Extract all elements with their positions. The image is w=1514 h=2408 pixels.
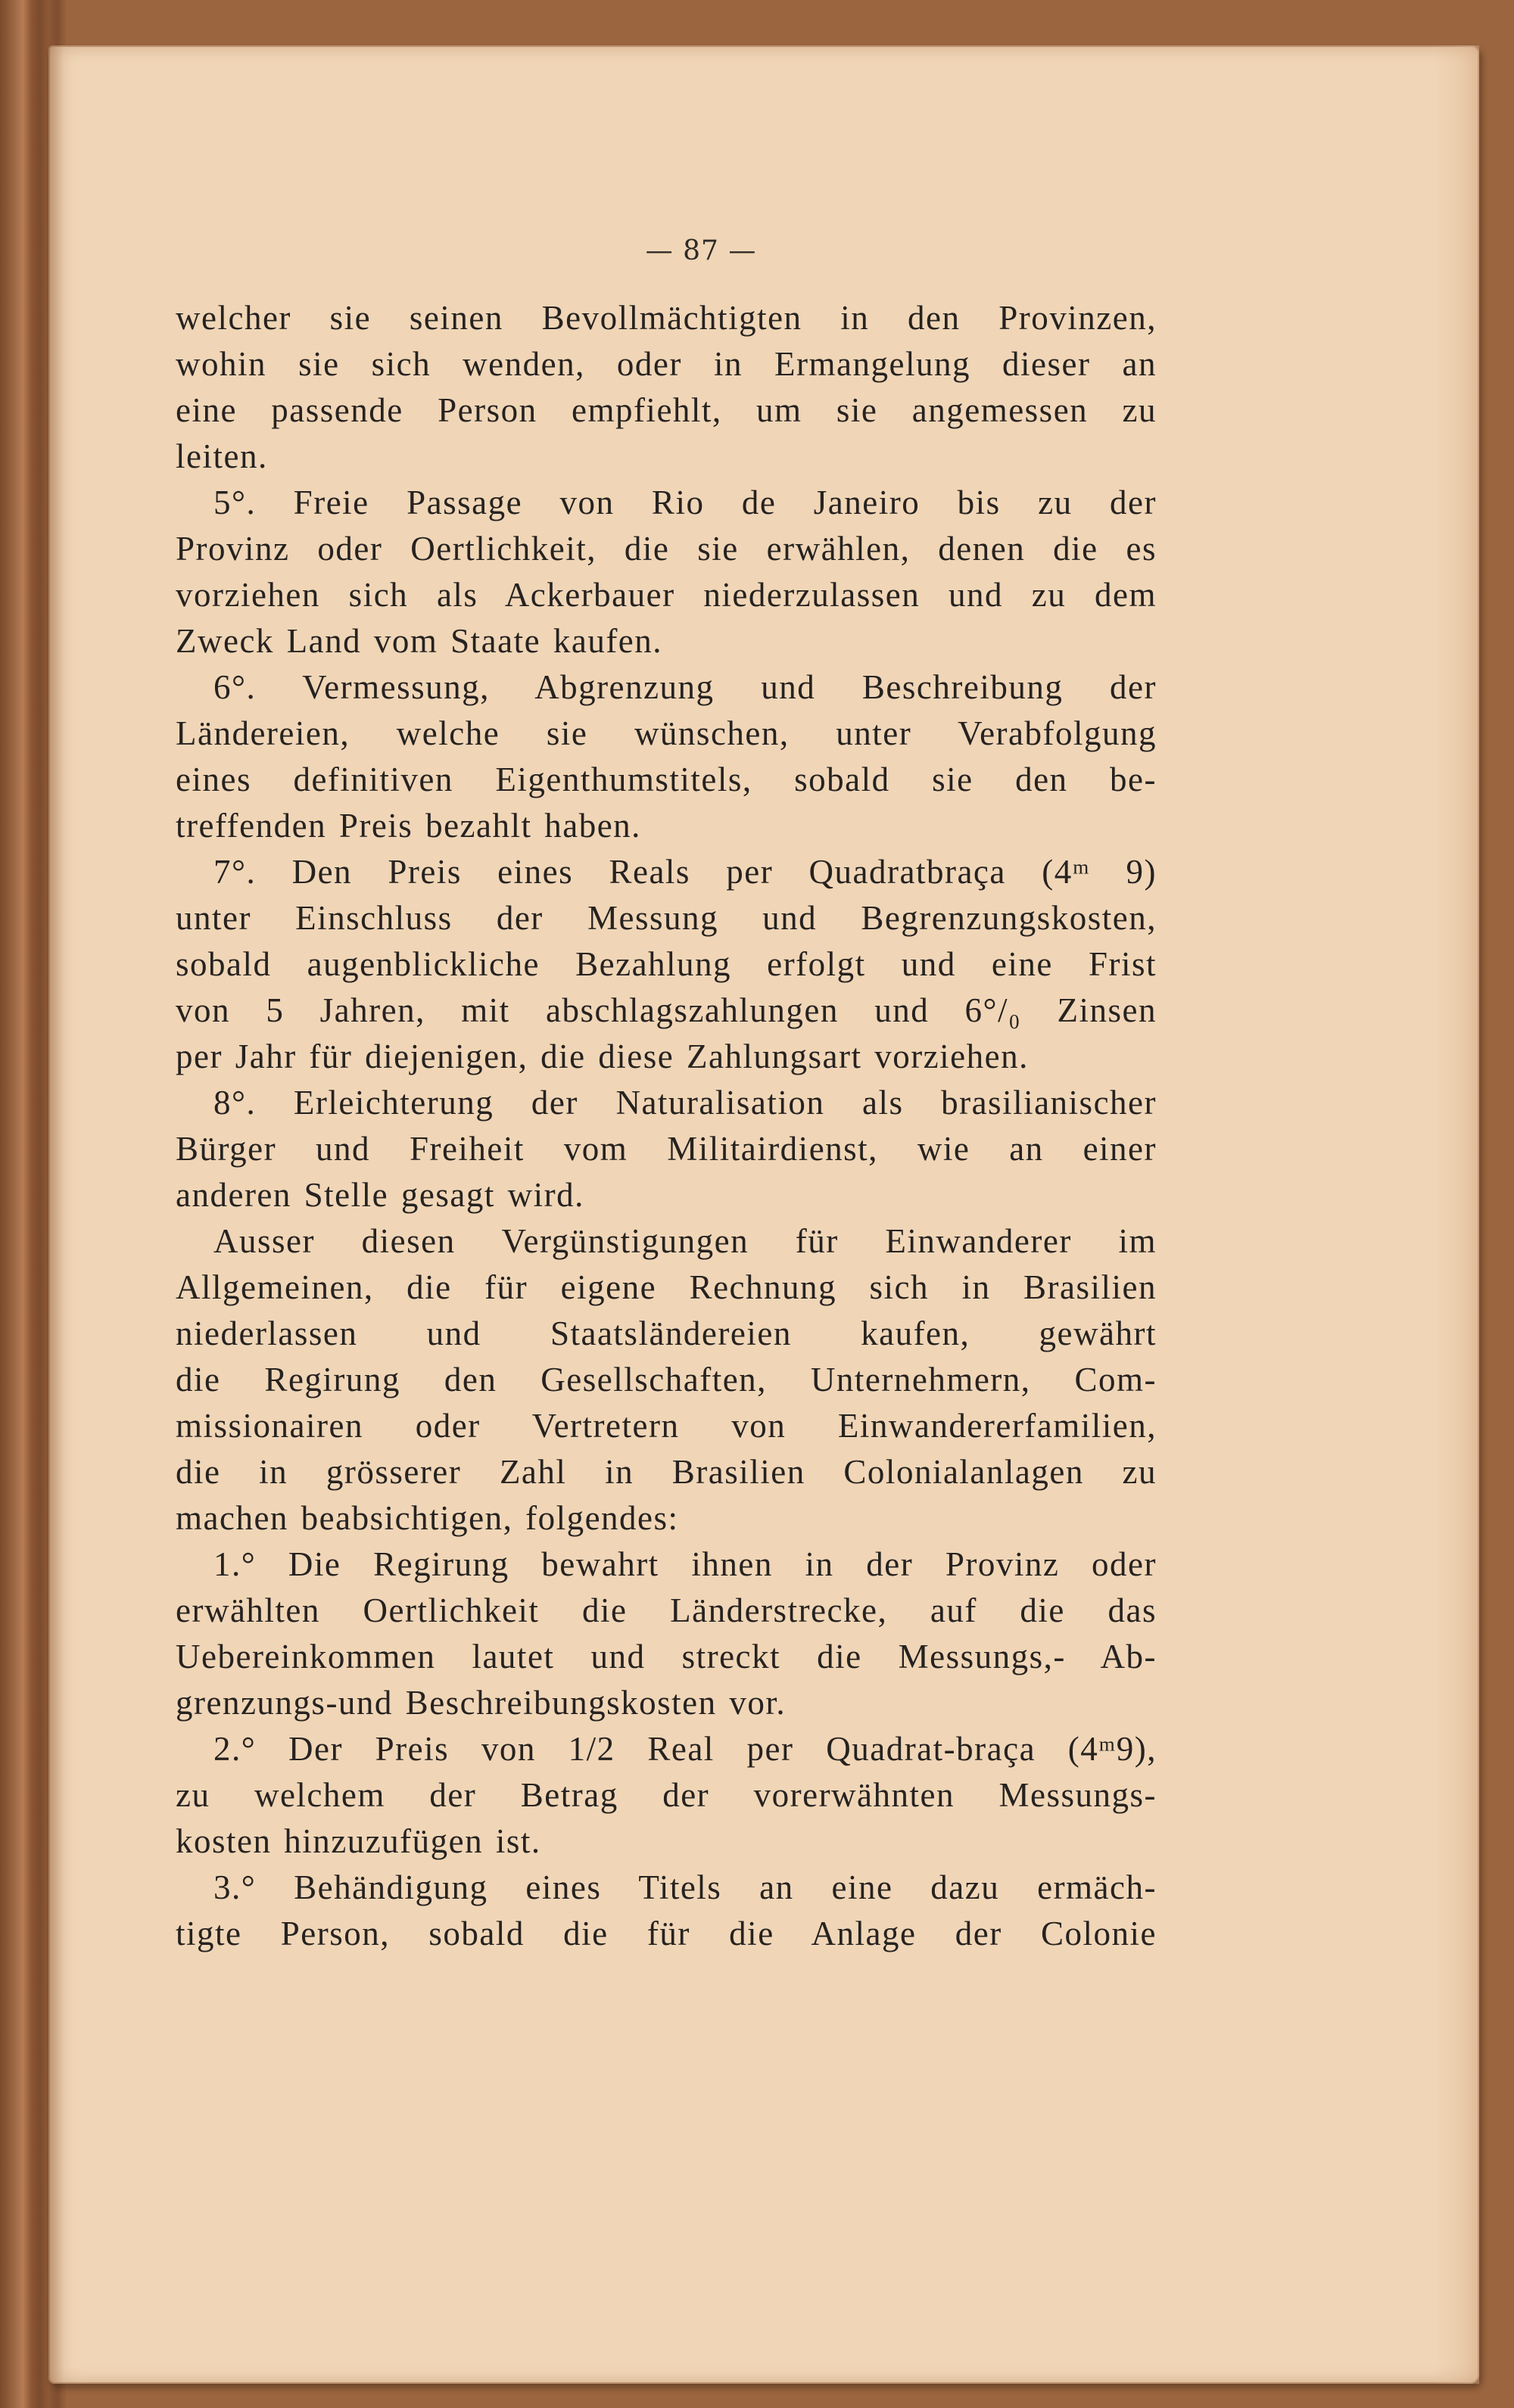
text-line: von 5 Jahren, mit abschlagszahlungen und 6°/₀ Zinsen (176, 991, 1157, 1029)
text-line: erwählten Oertlichkeit die Länderstrecke, auf die das (176, 1591, 1157, 1629)
text-line: Uebereinkommen lautet und streckt die Messungs,- Ab- (176, 1638, 1157, 1675)
text-line: 2.° Der Preis von 1/2 Real per Quadrat-braça (4ᵐ9), (213, 1730, 1157, 1768)
paragraph (176, 849, 1157, 1080)
text-line: wohin sie sich wenden, oder in Ermangelung dieser an (176, 345, 1157, 383)
text-line: Zweck Land vom Staate kaufen. (176, 622, 663, 660)
text-line: 3.° Behändigung eines Titels an eine dazu ermäch- (213, 1868, 1157, 1906)
text-line: machen beabsichtigen, folgendes: (176, 1499, 679, 1537)
text-line: missionairen oder Vertretern von Einwandererfamilien, (176, 1407, 1157, 1445)
text-line: 6°. Vermessung, Abgrenzung und Beschreibung der (213, 668, 1157, 706)
paragraph (176, 295, 1157, 480)
text-line: kosten hinzuzufügen ist. (176, 1822, 541, 1860)
text-line: Bürger und Freiheit vom Militairdienst, wie an einer (176, 1130, 1157, 1168)
text-line: Provinz oder Oertlichkeit, die sie erwählen, denen die es (176, 530, 1157, 568)
paragraph (176, 664, 1157, 849)
paragraph (176, 1865, 1157, 1957)
text-line: anderen Stelle gesagt wird. (176, 1176, 584, 1214)
text-line: 7°. Den Preis eines Reals per Quadratbraça (4ᵐ 9) (213, 853, 1157, 891)
text-line: die Regirung den Gesellschaften, Unternehmern, Com- (176, 1361, 1157, 1398)
text-line: eines definitiven Eigenthumstitels, sobald sie den be- (176, 761, 1157, 798)
paragraph (176, 1542, 1157, 1726)
text-line: leiten. (176, 437, 268, 475)
text-line: Ausser diesen Vergünstigungen für Einwanderer im (213, 1222, 1157, 1260)
text-line: die in grösserer Zahl in Brasilien Colonialanlagen zu (176, 1453, 1157, 1491)
text-line: unter Einschluss der Messung und Begrenzungskosten, (176, 899, 1157, 937)
text-line: 1.° Die Regirung bewahrt ihnen in der Provinz oder (213, 1545, 1157, 1583)
text-line: welcher sie seinen Bevollmächtigten in den Provinzen, (176, 299, 1157, 337)
text-line: Ländereien, welche sie wünschen, unter Verabfolgung (176, 714, 1157, 752)
paragraph (176, 480, 1157, 664)
text-line: treffenden Preis bezahlt haben. (176, 807, 641, 845)
page-number: — 87 — (645, 235, 757, 266)
text-line: per Jahr für diejenigen, die diese Zahlungsart vorziehen. (176, 1038, 1029, 1075)
text-line: Allgemeinen, die für eigene Rechnung sich in Brasilien (176, 1268, 1157, 1306)
paragraph (176, 1218, 1157, 1542)
text-line: 8°. Erleichterung der Naturalisation als brasilianischer (213, 1084, 1157, 1122)
text-line: eine passende Person empfiehlt, um sie angemessen zu (176, 391, 1157, 429)
paragraph (176, 1726, 1157, 1865)
body-text (176, 295, 1157, 1957)
text-line: zu welchem der Betrag der vorerwähnten Messungs- (176, 1776, 1157, 1814)
text-line: grenzungs-und Beschreibungskosten vor. (176, 1684, 787, 1722)
text-line: 5°. Freie Passage von Rio de Janeiro bis zu der (213, 484, 1157, 521)
text-line: tigte Person, sobald die für die Anlage der Colonie (176, 1915, 1157, 1952)
text-line: vorziehen sich als Ackerbauer niederzulassen und zu dem (176, 576, 1157, 614)
text-line: sobald augenblickliche Bezahlung erfolgt und eine Frist (176, 945, 1157, 983)
text-line: niederlassen und Staatsländereien kaufen, gewährt (176, 1314, 1157, 1352)
paragraph (176, 1080, 1157, 1218)
